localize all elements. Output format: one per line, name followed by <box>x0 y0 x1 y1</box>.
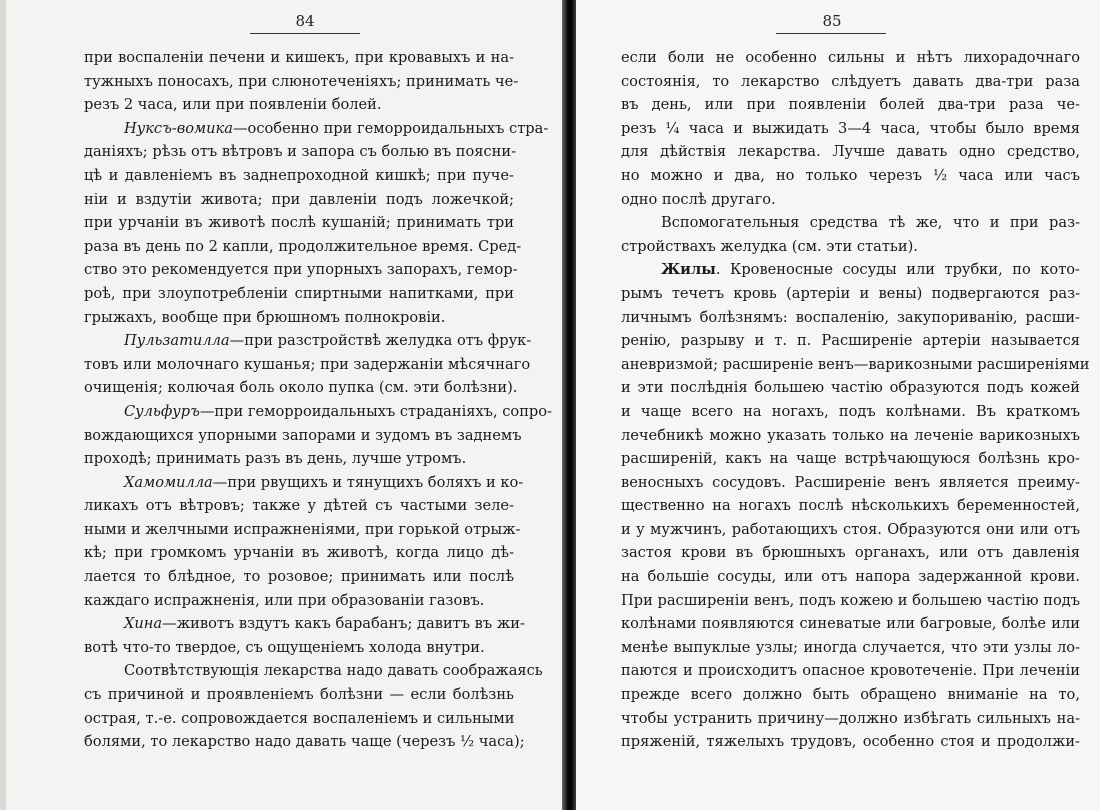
text-line <box>621 565 1080 589</box>
line-text: менѣе выпуклые узлы; иногда случается, что эти узлы ло- <box>621 638 1080 656</box>
line-text: чтобы устранить причину—должно избѣгать сильныхъ на- <box>621 709 1080 727</box>
text-line <box>84 589 514 613</box>
text-line <box>621 636 1080 660</box>
text-line <box>621 683 1080 707</box>
line-text: лается то блѣдное, то розовое; принимать или послѣ <box>84 568 514 586</box>
line-text: ренію, разрыву и т. п. Расширеніе артеріи называется <box>621 332 1080 350</box>
text-line <box>84 329 532 353</box>
line-text: роѣ, при злоупотребленіи спиртными напитками, при <box>84 284 514 302</box>
header-rule-right <box>776 33 886 34</box>
text-line <box>621 235 1080 259</box>
line-text: болями, то лекарство надо давать чаще (черезъ ½ часа); <box>84 733 525 751</box>
line-text: при урчаніи въ животѣ послѣ кушаній; принимать три <box>84 214 514 232</box>
line-text: для дѣйствія лекарства. Лучше давать одно средство, <box>621 143 1080 161</box>
text-line <box>84 353 531 377</box>
line-text: при воспаленіи печени и кишекъ, при кровавыхъ и на- <box>84 49 514 66</box>
text-line <box>84 164 514 188</box>
text-line <box>621 70 1080 94</box>
line-text: личнымъ болѣзнямъ: воспаленію, закупориванію, расши- <box>621 308 1080 326</box>
line-text: ликахъ отъ вѣтровъ; также у дѣтей съ частыми зеле- <box>84 497 514 515</box>
line-text: и эти послѣднія большею частію образуются подъ кожей <box>621 379 1080 397</box>
text-line <box>621 211 1080 235</box>
line-text: . Кровеносные сосуды или трубки, по кото- <box>715 261 1080 279</box>
line-text: —животъ вздутъ какъ барабанъ; давитъ въ жи- <box>162 615 525 633</box>
text-line <box>621 353 1090 377</box>
line-text: ными и желчными испражненіями, при горькой отрыж- <box>84 520 521 538</box>
remedy-name: Нуксъ-вомика <box>124 119 233 137</box>
text-line <box>84 117 549 141</box>
line-text: —при рвущихъ и тянущихъ боляхъ и ко- <box>212 473 524 491</box>
line-text: въ день, или при появленіи болей два-три раза че- <box>621 96 1080 114</box>
text-line <box>84 306 514 330</box>
line-text: веносныхъ сосудовъ. Расширеніе венъ является преиму- <box>621 473 1080 491</box>
text-line <box>84 494 514 518</box>
remedy-name: Хамомилла <box>124 473 213 491</box>
text-line <box>84 188 514 212</box>
text-line <box>621 93 1080 117</box>
left-page-text <box>84 46 552 754</box>
line-text: на большіе сосуды, или отъ напора задержанной крови. <box>621 568 1080 586</box>
line-text: и чаще всего на ногахъ, подъ колѣнами. Въ краткомъ <box>621 402 1080 420</box>
line-text: колѣнами появляются синеватые или багровые, болѣе или <box>621 615 1080 633</box>
header-rule-left <box>250 33 360 34</box>
text-line <box>621 424 1080 448</box>
text-line <box>84 400 552 424</box>
line-text: если боли не особенно сильны и нѣтъ лихорадочнаго <box>621 49 1080 66</box>
text-line <box>84 376 518 400</box>
line-text: даніяхъ; рѣзь отъ вѣтровъ и запора съ болью въ поясни- <box>84 143 517 161</box>
remedy-name: Сульфуръ <box>124 402 200 420</box>
text-line <box>621 612 1080 636</box>
text-line <box>621 589 1080 613</box>
text-line <box>84 140 517 164</box>
text-line <box>621 282 1080 306</box>
line-text: кѣ; при громкомъ урчаніи въ животѣ, когда лицо дѣ- <box>84 544 514 562</box>
right-page <box>576 0 1100 810</box>
line-text: цѣ и давленіемъ въ заднепроходной кишкѣ; при пуче- <box>84 166 514 184</box>
text-line <box>621 140 1080 164</box>
line-text: —при разстройствѣ желудка отъ фрук- <box>229 332 532 350</box>
text-line <box>84 258 518 282</box>
text-line <box>621 518 1080 542</box>
text-line <box>621 447 1080 471</box>
right-page-text <box>621 46 1090 754</box>
text-line <box>84 659 543 683</box>
line-text: вотѣ что-то твердое, съ ощущеніемъ холода внутри. <box>84 638 485 656</box>
text-line <box>84 235 522 259</box>
text-line <box>621 188 1080 212</box>
text-line <box>84 683 514 707</box>
text-line <box>84 93 514 117</box>
line-text: стройствахъ желудка (см. эти статьи). <box>621 237 918 255</box>
line-text: пряженій, тяжелыхъ трудовъ, особенно стоя и продолжи- <box>621 733 1080 751</box>
text-line <box>621 258 1080 282</box>
text-line <box>621 730 1080 754</box>
line-text: застоя крови въ брюшныхъ органахъ, или отъ давленія <box>621 544 1080 562</box>
text-line <box>84 730 525 754</box>
text-line <box>84 447 514 471</box>
text-line <box>621 164 1080 188</box>
text-line <box>621 306 1080 330</box>
line-text: щественно на ногахъ послѣ нѣсколькихъ беременностей, <box>621 497 1080 515</box>
line-text: ніи и вздутіи живота; при давленіи подъ ложечкой; <box>84 190 514 208</box>
text-line <box>621 707 1080 731</box>
page-edge <box>0 0 6 810</box>
line-text: и у мужчинъ, работающихъ стоя. Образуются они или отъ <box>621 520 1080 538</box>
line-text: —при геморроидальныхъ страданіяхъ, сопро- <box>199 402 552 420</box>
line-text: очищенія; колючая боль около пупка (см. эти болѣзни). <box>84 379 518 397</box>
line-text: расширеній, какъ на чаще встрѣчающуюся болѣзнь кро- <box>621 450 1080 468</box>
line-text: —особенно при геморроидальныхъ стра- <box>232 119 549 137</box>
line-text: состоянія, то лекарство слѣдуетъ давать два-три раза <box>621 72 1080 90</box>
line-text: острая, т.-е. сопровождается воспаленіемъ и сильными <box>84 709 515 727</box>
text-line <box>84 46 514 70</box>
text-line <box>84 282 514 306</box>
text-line <box>84 612 525 636</box>
line-text: но можно и два, но только черезъ ½ часа или часъ <box>621 166 1080 184</box>
text-line <box>621 494 1080 518</box>
text-line <box>621 46 1080 70</box>
text-line <box>84 518 521 542</box>
line-text: ство это рекомендуется при упорныхъ запорахъ, гемор- <box>84 261 518 279</box>
line-text: проходѣ; принимать разъ въ день, лучше утромъ. <box>84 450 467 468</box>
line-text: Вспомогательныя средства тѣ же, что и при раз- <box>661 214 1080 232</box>
text-line <box>621 376 1080 400</box>
line-text: съ причиной и проявленіемъ болѣзни — если болѣзнь <box>84 686 514 704</box>
line-text: вождающихся упорными запорами и зудомъ въ заднемъ <box>84 426 522 444</box>
remedy-name: Пульзатилла <box>124 332 230 350</box>
line-text: рымъ течетъ кровь (артеріи и вены) подвергаются раз- <box>621 284 1080 302</box>
text-line <box>84 70 519 94</box>
text-line <box>84 636 514 660</box>
page-number-left: 84 <box>295 12 315 30</box>
line-text: товъ или молочнаго кушанья; при задержаніи мѣсячнаго <box>84 355 531 373</box>
text-line <box>621 117 1080 141</box>
text-line <box>621 471 1080 495</box>
line-text: грыжахъ, вообще при брюшномъ полнокровіи. <box>84 308 446 326</box>
text-line <box>621 329 1080 353</box>
line-text: паются и происходитъ опасное кровотеченіе. При леченіи <box>621 662 1080 680</box>
text-line <box>84 565 514 589</box>
line-text: одно послѣ другаго. <box>621 190 776 208</box>
text-line <box>84 541 514 565</box>
text-line <box>84 211 514 235</box>
text-line <box>84 471 524 495</box>
line-text: каждаго испражненія, или при образованіи газовъ. <box>84 591 485 609</box>
line-text: аневризмой; расширеніе венъ—варикозными расширеніями <box>621 355 1090 373</box>
line-text: лечебникѣ можно указать только на леченіе варикозныхъ <box>621 426 1080 444</box>
text-line <box>621 659 1080 683</box>
line-text: прежде всего должно быть обращено вниманіе на то, <box>621 686 1080 704</box>
section-heading: Жилы <box>661 261 716 279</box>
line-text: Соотвѣтствующія лекарства надо давать соображаясь <box>124 662 543 680</box>
line-text: резъ 2 часа, или при появленіи болей. <box>84 96 382 114</box>
text-line <box>84 424 522 448</box>
line-text: При расширеніи венъ, подъ кожею и большею частію подъ <box>621 591 1080 609</box>
line-text: тужныхъ поносахъ, при слюнотеченіяхъ; принимать че- <box>84 72 519 90</box>
text-line <box>84 707 514 731</box>
page-number-right: 85 <box>822 12 842 30</box>
text-line <box>621 400 1080 424</box>
line-text: раза въ день по 2 капли, продолжительное время. Сред- <box>84 237 522 255</box>
line-text: резъ ¼ часа и выжидать 3—4 часа, чтобы было время <box>621 119 1080 137</box>
text-line <box>621 541 1080 565</box>
remedy-name: Хина <box>124 615 163 633</box>
